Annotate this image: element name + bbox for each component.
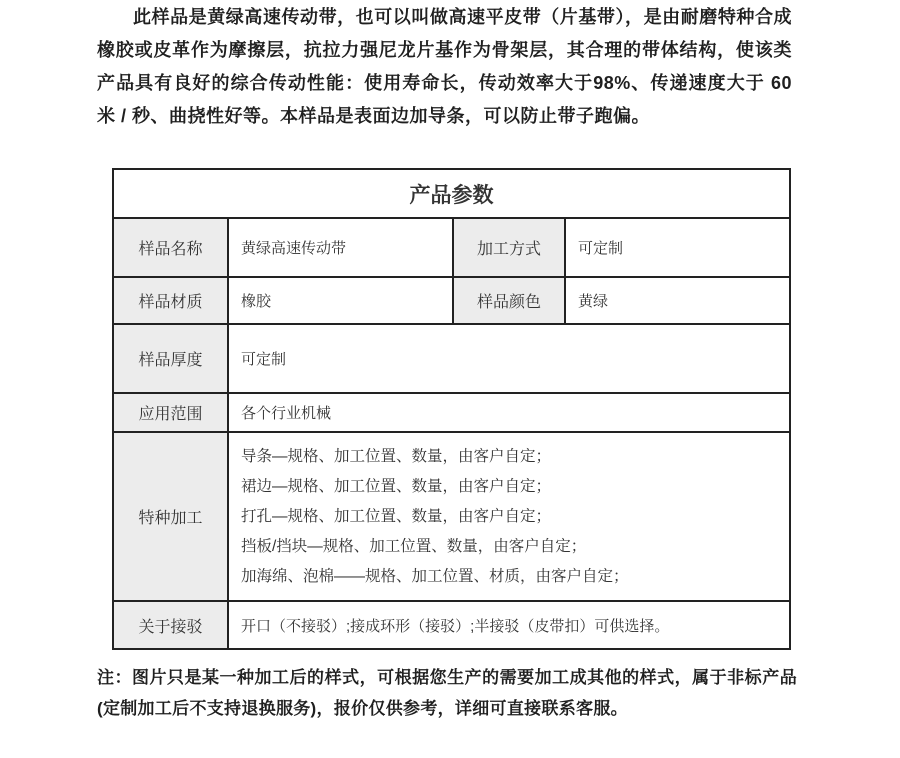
param-value-about-joining: 开口（不接驳）;接成环形（接驳）;半接驳（皮带扣）可供选择。 [228,601,790,649]
param-value-sample-color: 黄绿 [565,277,790,324]
special-processing-line-punching: 打孔—规格、加工位置、数量，由客户自定； [241,507,552,525]
table-row [113,218,790,277]
footer-note: 注：图片只是某一种加工后的样式，可根据您生产的需要加工成其他的样式，属于非标产品(定制加工后不支持退换服务)，报价仅供参考，详细可直接联系客服。 [97,668,797,718]
table-title: 产品参数 [113,169,790,218]
special-processing-line-baffle: 挡板/挡块—规格、加工位置、数量，由客户自定； [241,537,587,555]
table-row [113,432,790,601]
table-row [113,277,790,324]
param-label-about-joining: 关于接驳 [113,601,228,649]
param-value-processing-method: 可定制 [565,218,790,277]
intro-paragraph: 此样品是黄绿高速传动带，也可以叫做高速平皮带（片基带），是由耐磨特种合成橡胶或皮革作为摩擦层，抗拉力强尼龙片基作为骨架层，其合理的带体结构，使该类产品具有良好的综合传动性能：使用寿命长，传动效率大于98%、传递速度大于 60 米 / 秒、曲挠性好等。本样品是表面边加导条，可以防止带子跑偏。 [97,7,792,126]
param-label-sample-thickness: 样品厚度 [113,324,228,393]
param-value-application-scope: 各个行业机械 [228,393,790,432]
param-label-application-scope: 应用范围 [113,393,228,432]
param-label-sample-name: 样品名称 [113,218,228,277]
table-row [113,393,790,432]
table-row [113,601,790,649]
param-label-processing-method: 加工方式 [453,218,565,277]
param-value-sample-material: 橡胶 [228,277,453,324]
param-value-sample-thickness: 可定制 [228,324,790,393]
special-processing-line-guide-strip: 导条—规格、加工位置、数量，由客户自定； [241,447,552,465]
table-title-row [113,169,790,218]
special-processing-line-sponge-foam: 加海绵、泡棉——规格、加工位置、材质，由客户自定； [241,567,629,585]
param-label-sample-color: 样品颜色 [453,277,565,324]
table-row [113,324,790,393]
param-label-sample-material: 样品材质 [113,277,228,324]
param-value-sample-name: 黄绿高速传动带 [228,218,453,277]
param-label-special-processing: 特种加工 [113,432,228,601]
param-value-special-processing [228,432,790,601]
special-processing-line-skirt-edge: 裙边—规格、加工位置、数量，由客户自定； [241,477,552,495]
product-params-table [112,168,791,650]
